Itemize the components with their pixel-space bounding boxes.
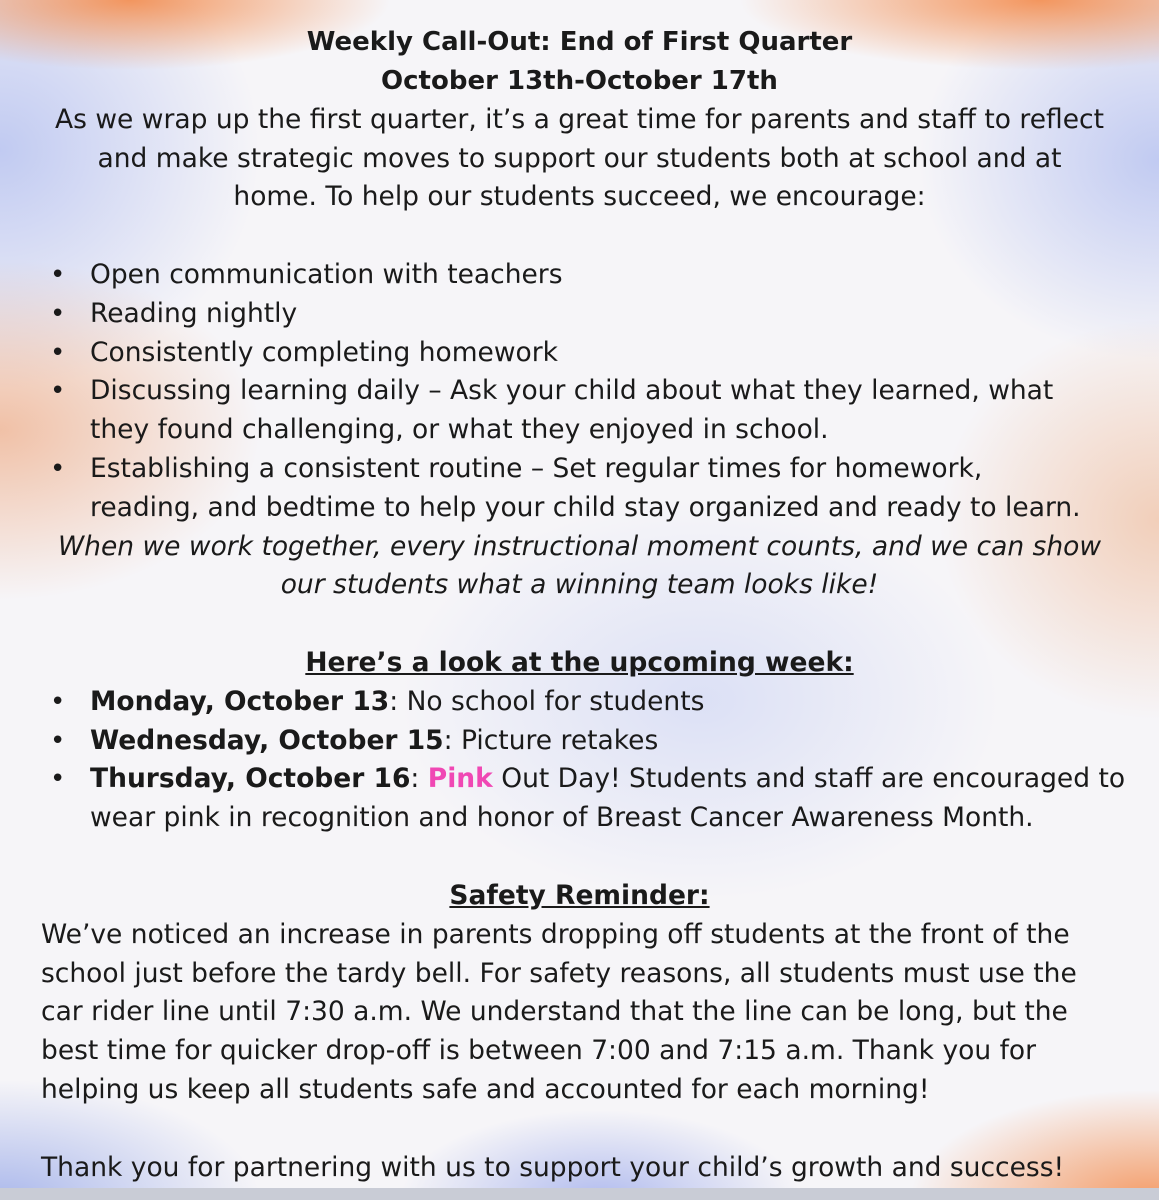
safety-line: car rider line until 7:30 a.m. We understand that the line can be long, but the: [41, 996, 1068, 1027]
bullet-icon: •: [50, 764, 66, 794]
closing-line-1: When we work together, every instructional moment counts, and we can show: [57, 531, 1102, 562]
pink-highlight: Pink: [427, 763, 493, 794]
event-day: Thursday, October 16: [90, 763, 411, 794]
bullet-icon: •: [50, 454, 66, 484]
list-item: • Open communication with teachers: [0, 255, 1159, 295]
list-item: • Establishing a consistent routine – Set regular times for homework,: [0, 449, 1159, 489]
safety-line: school just before the tardy bell. For safety reasons, all students must use the: [41, 958, 1077, 989]
upcoming-heading: Here’s a look at the upcoming week:: [305, 647, 854, 678]
event-item: • Wednesday, October 15: Picture retakes: [0, 721, 1159, 761]
title-line-1: Weekly Call-Out: End of First Quarter: [306, 27, 853, 57]
safety-line: best time for quicker drop-off is between 7:00 and 7:15 a.m. Thank you for: [41, 1035, 1037, 1066]
bottom-edge-strip: [0, 1188, 1159, 1200]
list-item: • Reading nightly: [0, 294, 1159, 334]
bullet-icon: •: [50, 260, 66, 290]
safety-heading: Safety Reminder:: [449, 880, 710, 911]
event-day: Monday, October 13: [90, 686, 390, 717]
bullet-icon: •: [50, 726, 66, 756]
bullet-icon: •: [50, 299, 66, 329]
list-item-continuation: they found challenging, or what they enjoyed in school.: [90, 414, 829, 445]
intro-line-1: As we wrap up the first quarter, it’s a great time for parents and staff to reflect: [55, 104, 1104, 135]
list-item: • Discussing learning daily – Ask your child about what they learned, what: [0, 371, 1159, 411]
bullet-icon: •: [50, 376, 66, 406]
event-item: • Monday, October 13: No school for students: [0, 682, 1159, 722]
list-item: • Consistently completing homework: [0, 333, 1159, 373]
title-line-2: October 13th-October 17th: [381, 66, 778, 96]
list-item-continuation: reading, and bedtime to help your child stay organized and ready to learn.: [90, 492, 1081, 523]
thank-you-line: Thank you for partnering with us to support your child’s growth and success!: [41, 1152, 1065, 1183]
bullet-icon: •: [50, 338, 66, 368]
event-day: Wednesday, October 15: [90, 725, 444, 756]
closing-line-2: our students what a winning team looks like!: [280, 569, 879, 600]
bullet-icon: •: [50, 687, 66, 717]
intro-line-3: home. To help our students succeed, we encourage:: [233, 181, 926, 212]
intro-line-2: and make strategic moves to support our students both at school and at: [97, 143, 1062, 174]
event-item: • Thursday, October 16: Pink Out Day! Students and staff are encouraged to: [0, 759, 1159, 799]
safety-line: We’ve noticed an increase in parents dropping off students at the front of the: [41, 919, 1070, 950]
event-item-continuation: wear pink in recognition and honor of Breast Cancer Awareness Month.: [90, 802, 1034, 833]
safety-line: helping us keep all students safe and accounted for each morning!: [41, 1074, 930, 1105]
